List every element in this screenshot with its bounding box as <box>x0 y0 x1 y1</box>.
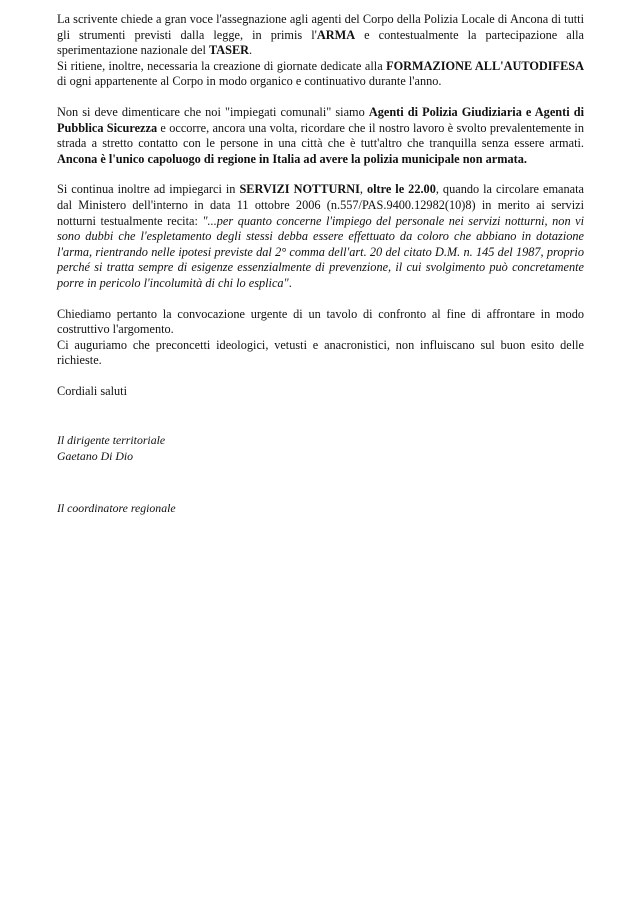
emphasis: SERVIZI NOTTURNI <box>239 182 360 197</box>
signature-name-1: Gaetano Di Dio <box>57 449 134 464</box>
text: di ogni appartenente al Corpo in modo organico e continuativo durante l'anno. <box>57 74 442 89</box>
text: , quando la circolare emanata dal Ministero dell'interno in data 11 ottobre 2006 (n.557/PAS.9400.12982(10)8) in merito ai servizi notturni testualmente recita: <box>57 182 584 228</box>
text: Non si deve dimenticare che noi "impiegati comunali" siamo <box>57 104 369 119</box>
emphasis: Agenti di Polizia Giudiziaria e Agenti di Pubblica Sicurezza <box>57 104 584 135</box>
text: e contestualmente la partecipazione alla sperimentazione nazionale del <box>57 27 584 58</box>
paragraph-night-services <box>57 182 584 291</box>
text: Si ritiene, inoltre, necessaria la creazione di giornate dedicate alla <box>57 58 387 73</box>
text: e occorre, ancora una volta, ricordare che il nostro lavoro è svolto prevalentemente in strada a stretto contatto con le persone in una città che è tutt'altro che tranquilla senza essere armati. <box>57 120 584 151</box>
emphasis: ARMA <box>316 27 356 42</box>
signature-role-1: Il dirigente territoriale <box>57 433 166 448</box>
quotation: "...per quanto concerne l'impiego del personale nei servizi notturni, non vi sono dubbi che l'espletamento degli stessi debba essere effettuato da coloro che abbiano in dotazione l'arma, rientrando nelle ipotesi previste dal 2° comma dell'art. 20 del citato D.M. n. 145 del 1987, proprio perché si tratta sempre di esigenze essenzialmente di prevenzione, il cui svolgimento può concretamente porre in pericolo l'incolumità di chi lo esplica" <box>57 213 584 290</box>
signature-role-2: Il coordinatore regionale <box>57 500 176 515</box>
emphasis: TASER <box>208 43 250 58</box>
text: Si continua inoltre ad impiegarci in <box>57 182 240 197</box>
text: . <box>288 275 292 290</box>
text: La scrivente chiede a gran voce l'assegnazione agli agenti del Corpo della Polizia Locale di Ancona di tutti gli strumenti previsti dalla legge, in primis l' <box>57 12 584 42</box>
document-page <box>57 12 584 516</box>
closing-greeting: Cordiali saluti <box>57 383 128 398</box>
paragraph-self-defense-training <box>57 59 584 90</box>
paragraph-weapons-request <box>57 12 584 59</box>
paragraph-meeting-request: Chiediamo pertanto la convocazione urgente di un tavolo di confronto al fine di affrontare in modo costruttivo l'argomento. <box>57 306 584 337</box>
text: , <box>359 182 367 197</box>
emphasis: oltre le 22.00 <box>366 182 436 197</box>
emphasis: Ancona è l'unico capoluogo di regione in Italia ad avere la polizia municipale non armata. <box>57 151 527 166</box>
emphasis: FORMAZIONE ALL'AUTODIFESA <box>386 58 584 73</box>
paragraph-closing-wish: Ci auguriamo che preconcetti ideologici, vetusti e anacronistici, non influiscano sul buon esito delle richieste. <box>57 337 584 368</box>
text: . <box>249 43 253 58</box>
paragraph-police-status <box>57 105 584 167</box>
